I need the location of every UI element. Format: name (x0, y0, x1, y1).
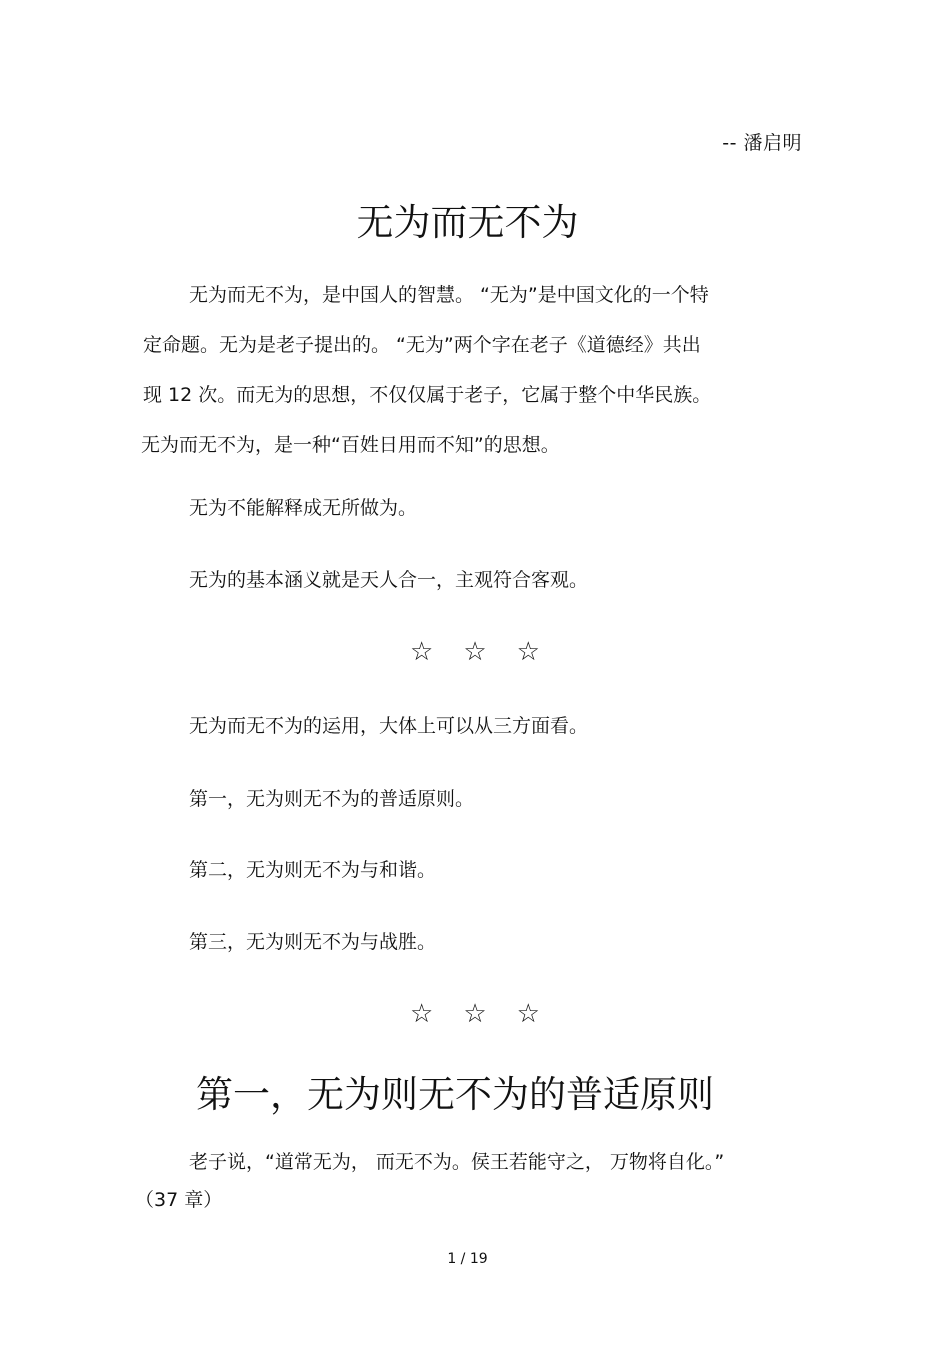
paragraph-basic-meaning: 无为的基本涵义就是天人合一，主观符合客观。 (189, 569, 589, 591)
intro-line: 无为而无不为，是一种“百姓日用而不知”的思想。 (141, 434, 560, 456)
intro-line: 定命题。无为是老子提出的。 “无为”两个字在老子《道德经》共出 (143, 334, 701, 356)
page-title: 无为而无不为 (356, 201, 579, 244)
quote-paragraph (135, 1143, 813, 1219)
page-number: 1 / 19 (447, 1251, 488, 1267)
point-one: 第一，无为则无不为的普适原则。 (189, 788, 475, 810)
paragraph-application: 无为而无不为的运用，大体上可以从三方面看。 (189, 715, 589, 737)
intro-line: 现 12 次。而无为的思想，不仅仅属于老子，它属于整个中华民族。 (143, 384, 712, 406)
section-heading: 第一，无为则无不为的普适原则 (196, 1073, 714, 1116)
point-three: 第三，无为则无不为与战胜。 (189, 931, 437, 953)
author-byline: -- 潘启明 (722, 132, 802, 154)
intro-paragraph (143, 270, 808, 470)
star-divider: ☆☆☆ (410, 999, 570, 1029)
point-two: 第二，无为则无不为与和谐。 (189, 859, 437, 881)
intro-line: 无为而无不为，是中国人的智慧。 “无为”是中国文化的一个特 (189, 284, 709, 306)
paragraph-not-inaction: 无为不能解释成无所做为。 (189, 497, 418, 519)
quote-line: （37 章） (135, 1189, 223, 1211)
quote-line: 老子说，“道常无为， 而无不为。侯王若能守之， 万物将自化。” (189, 1151, 725, 1173)
star-divider: ☆☆☆ (410, 637, 570, 667)
